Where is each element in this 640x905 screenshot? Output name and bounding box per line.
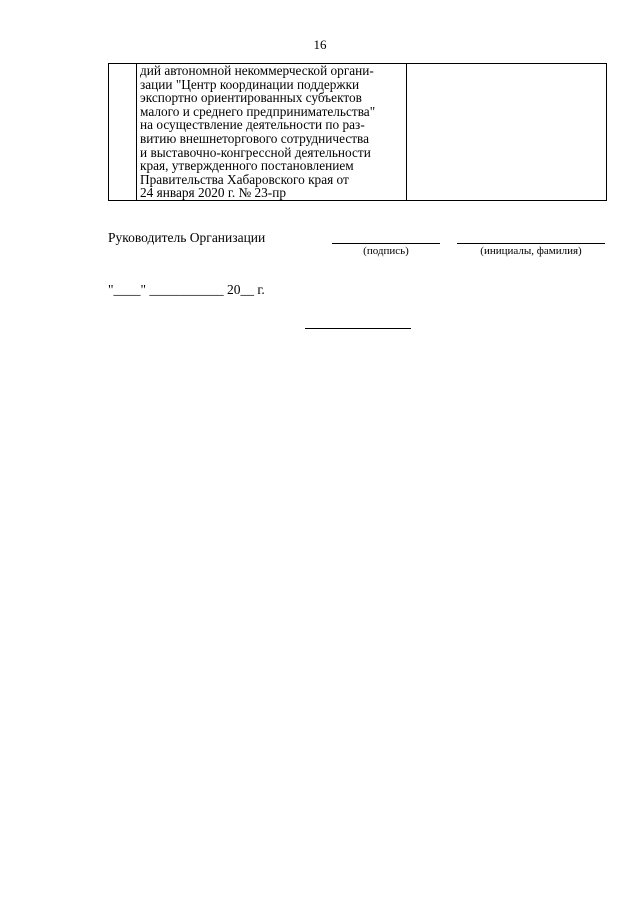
table-cell-empty — [407, 64, 607, 201]
document-table — [108, 63, 607, 201]
text-line: на осуществление деятельности по раз- — [140, 117, 365, 133]
text-line: и выставочно-конгрессной деятельности — [140, 144, 371, 160]
table-cell-description — [137, 64, 407, 201]
signature-caption: (подпись) — [363, 245, 409, 257]
text-line: дий автономной некоммерческой органи- — [140, 63, 374, 78]
signature-line — [332, 243, 440, 244]
text-line: малого и среднего предпринимательства" — [140, 103, 376, 119]
text-line: 24 января 2020 г. № 23-пр — [140, 185, 286, 201]
date-line: "____" ___________ 20__ г. — [108, 282, 265, 297]
signature-block — [108, 230, 608, 270]
signer-label: Руководитель Организации — [108, 230, 266, 245]
page-number: 16 — [313, 37, 327, 52]
name-caption: (инициалы, фамилия) — [480, 245, 582, 257]
text-line: витию внешнеторгового сотрудничества — [140, 130, 370, 146]
end-divider — [305, 328, 411, 329]
table-cell-number — [109, 64, 137, 201]
table-cell-text — [137, 64, 406, 200]
text-line: Правительства Хабаровского края от — [140, 171, 349, 187]
text-line: края, утвержденного постановлением — [140, 158, 354, 174]
table-row — [109, 64, 607, 201]
name-line — [457, 243, 605, 244]
text-line: зации "Центр координации поддержки — [140, 76, 360, 92]
text-line: экспортно ориентированных субъектов — [140, 90, 362, 106]
